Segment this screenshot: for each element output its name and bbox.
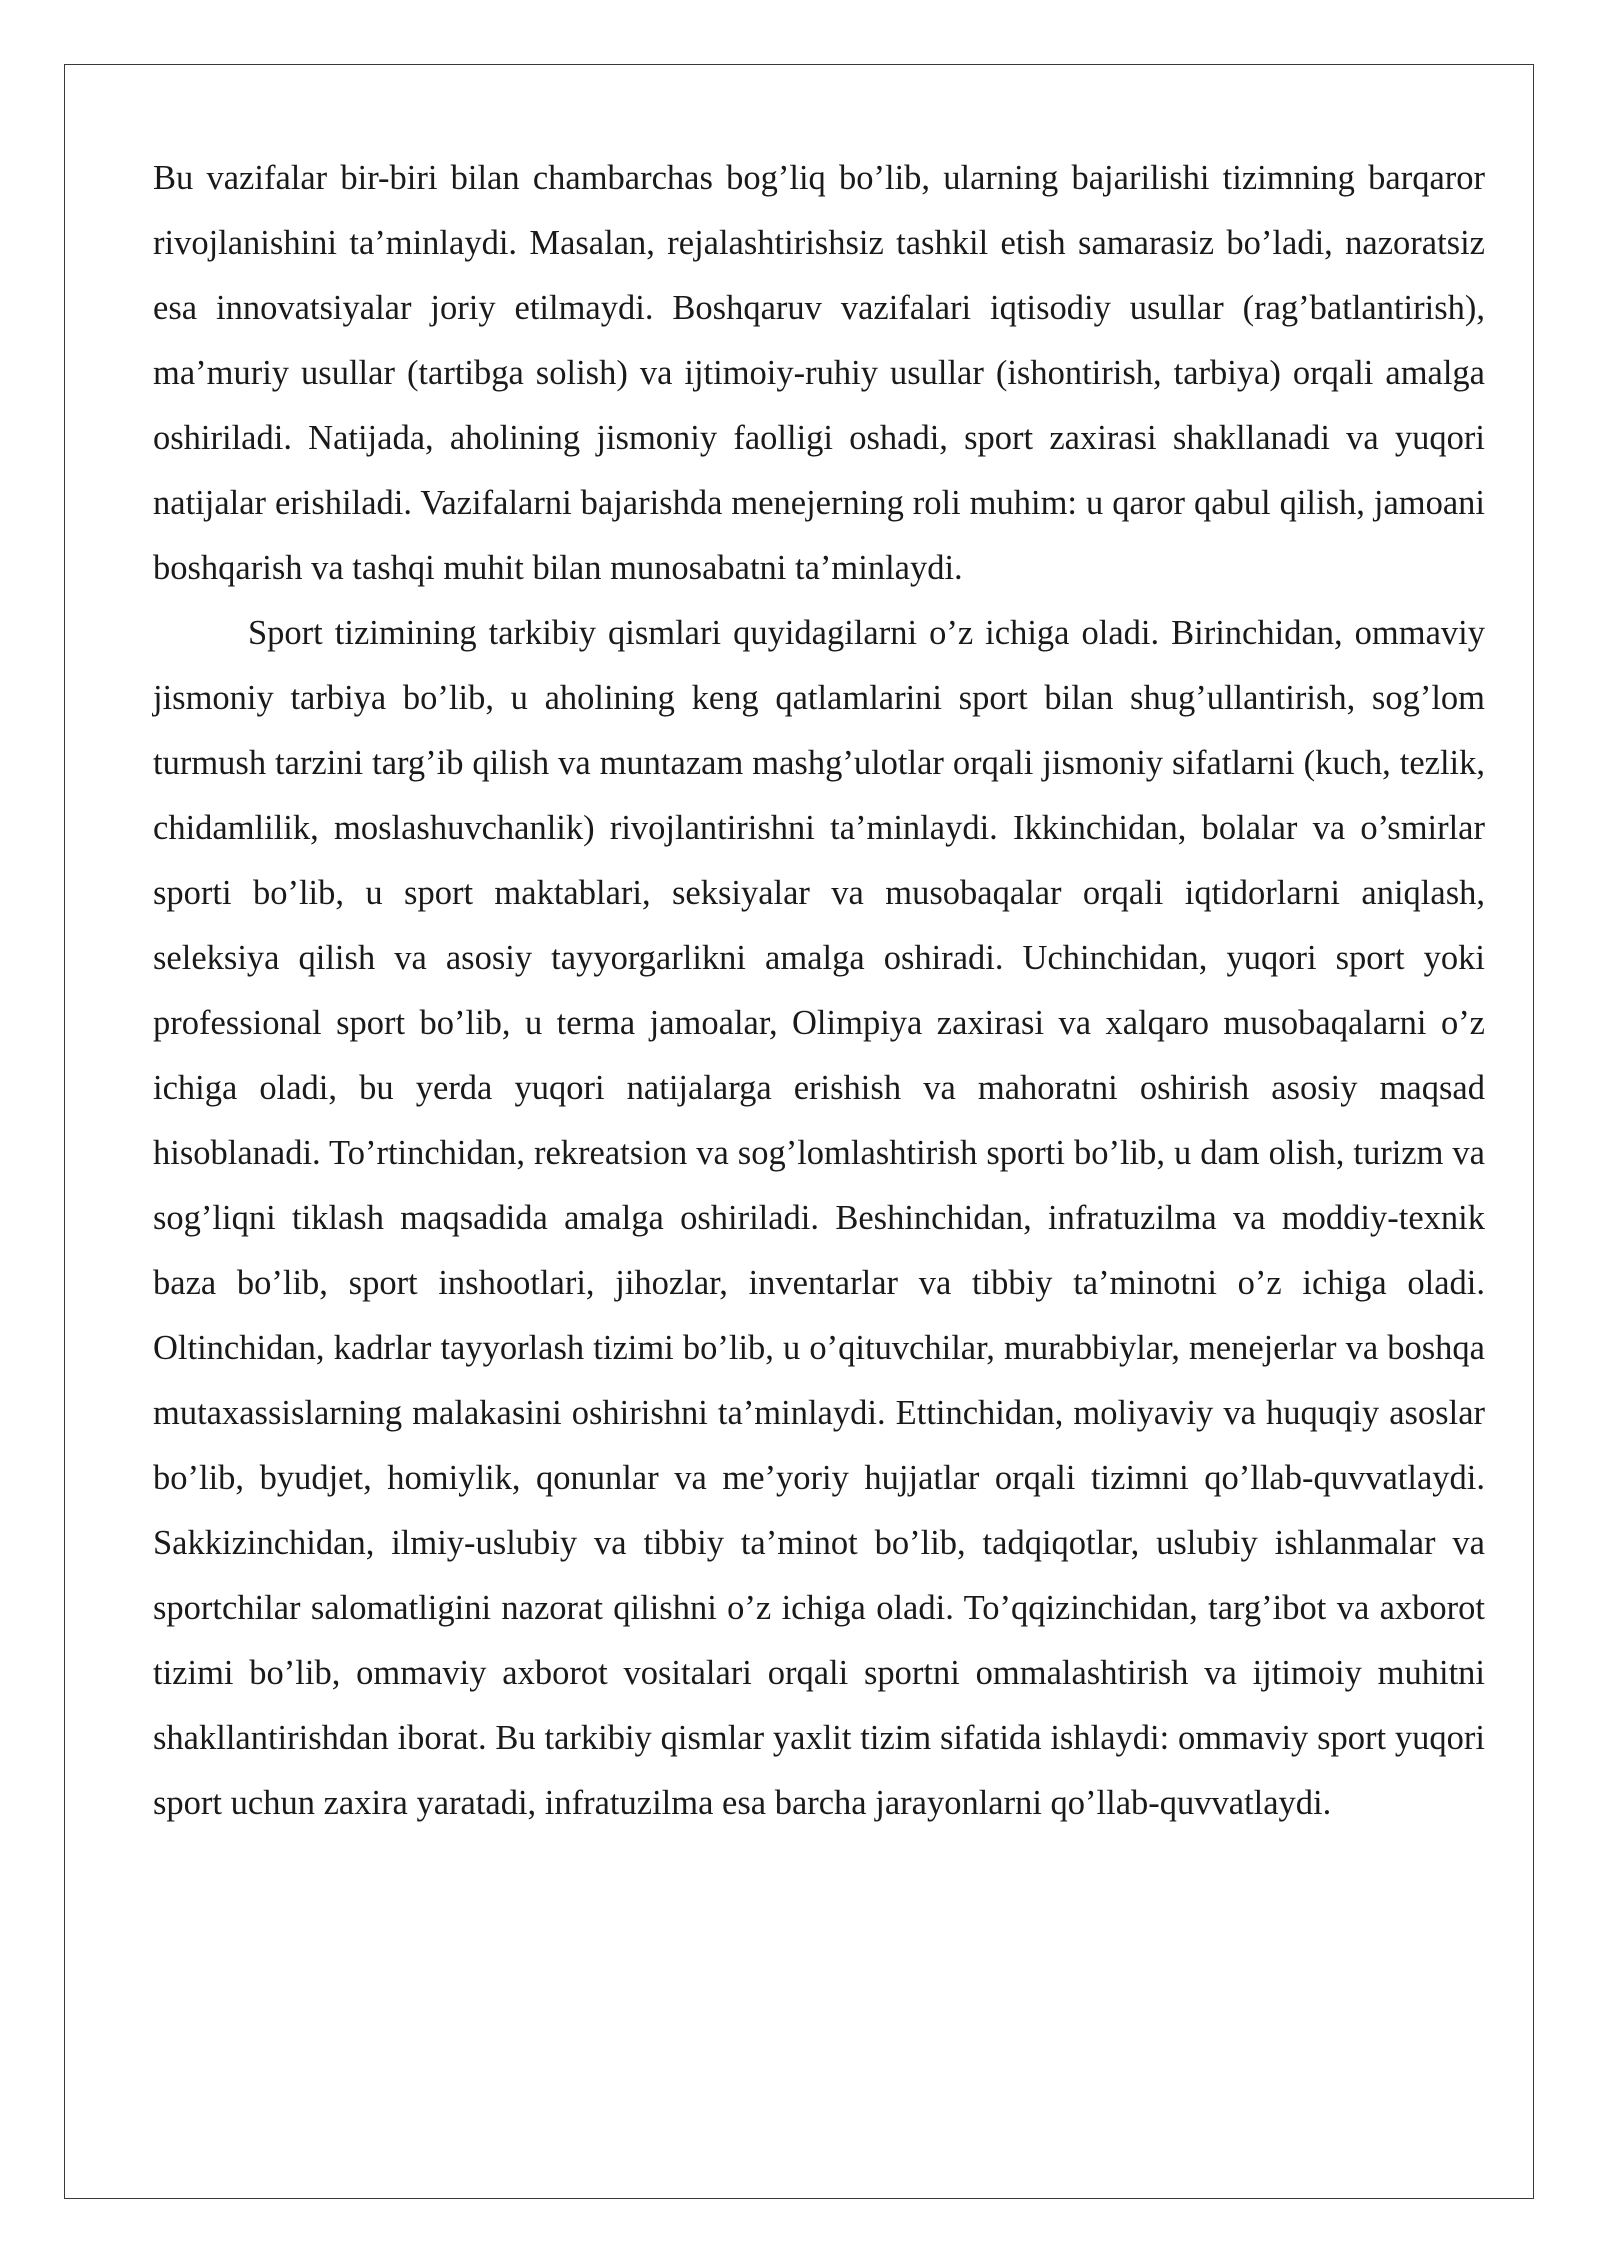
paragraph-1: Bu vazifalar bir-biri bilan chambarchas bog’liq bo’lib, ularning bajarilishi tizimning barqaror rivojlanishini ta’minlaydi. Masalan, rejalashtirishsiz tashkil etish samarasiz bo’ladi, nazoratsiz esa innovatsiyalar joriy etilmaydi. Boshqaruv vazifalari iqtisodiy usullar (rag’batlantirish), ma’muriy usullar (tartibga solish) va ijtimoiy-ruhiy usullar (ishontirish, tarbiya) orqali amalga oshiriladi. Natijada, aholining jismoniy faolligi oshadi, sport zaxirasi shakllanadi va yuqori natijalar erishiladi. Vazifalarni bajarishda menejerning roli muhim: u qaror qabul qilish, jamoani boshqarish va tashqi muhit bilan munosabatni ta’minlaydi. [153, 159, 1485, 587]
paragraph-2: Sport tizimining tarkibiy qismlari quyidagilarni o’z ichiga oladi. Birinchidan, ommaviy jismoniy tarbiya bo’lib, u aholining keng qatlamlarini sport bilan shug’ullantirish, sog’lom turmush tarzini targ’ib qilish va muntazam mashg’ulotlar orqali jismoniy sifatlarni (kuch, tezlik, chidamlilik, moslashuvchanlik) rivojlantirishni ta’minlaydi. Ikkinchidan, bolalar va o’smirlar sporti bo’lib, u sport maktablari, seksiyalar va musobaqalar orqali iqtidorlarni aniqlash, seleksiya qilish va asosiy tayyorgarlikni amalga oshiradi. Uchinchidan, yuqori sport yoki professional sport bo’lib, u terma jamoalar, Olimpiya zaxirasi va xalqaro musobaqalarni o’z ichiga oladi, bu yerda yuqori natijalarga erishish va mahoratni oshirish asosiy maqsad hisoblanadi. To’rtinchidan, rekreatsion va sog’lomlashtirish sporti bo’lib, u dam olish, turizm va sog’liqni tiklash maqsadida amalga oshiriladi. Beshinchidan, infratuzilma va moddiy-texnik baza bo’lib, sport inshootlari, jihozlar, inventarlar va tibbiy ta’minotni o’z ichiga oladi. Oltinchidan, kadrlar tayyorlash tizimi bo’lib, u o’qituvchilar, murabbiylar, menejerlar va boshqa mutaxassislarning malakasini oshirishni ta’minlaydi. Ettinchidan, moliyaviy va huquqiy asoslar bo’lib, byudjet, homiylik, qonunlar va me’yoriy hujjatlar orqali tizimni qo’llab-quvvatlaydi. Sakkizinchidan, ilmiy-uslubiy va tibbiy ta’minot bo’lib, tadqiqotlar, uslubiy ishlanmalar va sportchilar salomatligini nazorat qilishni o’z ichiga oladi. To’qqizinchidan, targ’ibot va axborot tizimi bo’lib, ommaviy axborot vositalari orqali sportni ommalashtirish va ijtimoiy muhitni shakllantirishdan iborat. Bu tarkibiy qismlar yaxlit tizim sifatida ishlaydi: ommaviy sport yuqori sport uchun zaxira yaratadi, infratuzilma esa barcha jarayonlarni qo’llab-quvvatlaydi. [153, 614, 1485, 1822]
document-body [153, 146, 1485, 1836]
